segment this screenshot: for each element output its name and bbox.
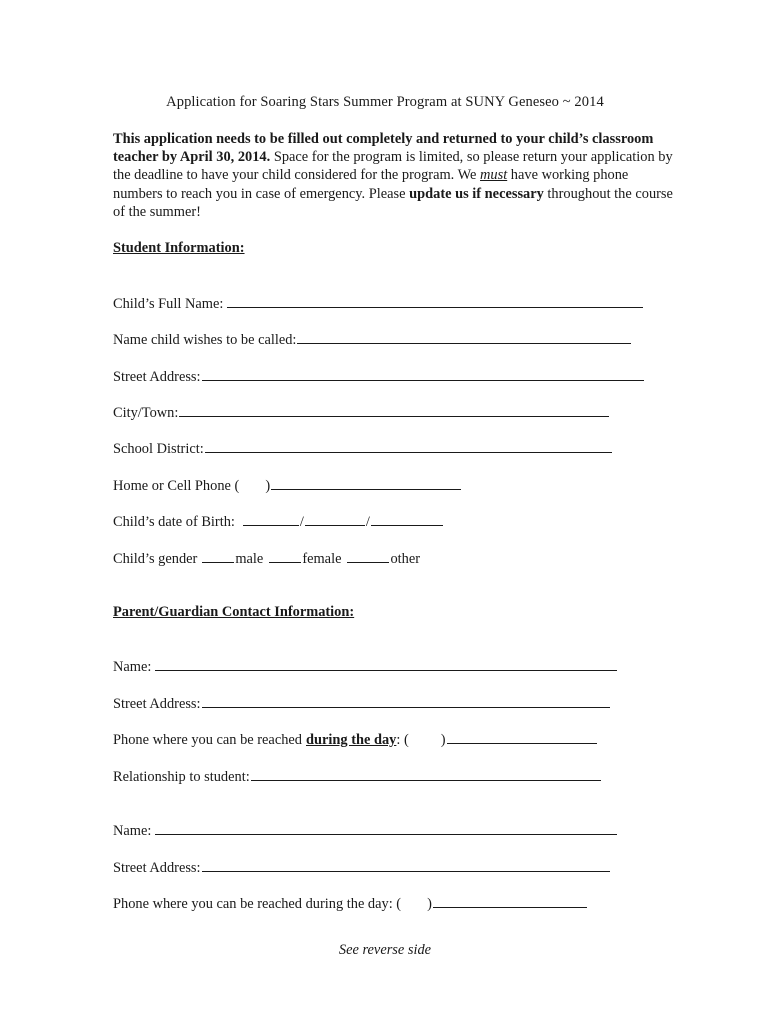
intro-bold-deadline: This application needs to be filled out completely and returned to your child’s classroom teacher by April 30, 2014. [113,131,654,166]
district-row [113,440,613,458]
district-field[interactable] [205,440,612,453]
child-full-name-label: Child’s Full Name: [113,296,224,312]
parent2-street-label: Street Address: [113,860,201,876]
parent-info-heading: Parent/Guardian Contact Information: [113,604,355,620]
dob-row [113,513,444,531]
student-info-heading: Student Information: [113,240,245,256]
relationship-row [113,768,602,786]
parent-street-label: Street Address: [113,696,201,712]
dob-label: Child’s date of Birth: [113,514,235,530]
parent2-street-field[interactable] [202,859,610,872]
parent-name-field[interactable] [155,658,617,671]
relationship-field[interactable] [251,768,601,781]
parent-phone-field[interactable] [447,731,597,744]
parent-phone-close: ) [440,732,446,748]
parent2-phone-field[interactable] [433,895,587,908]
gender-label: Child’s gender [113,551,198,567]
parent2-phone-close: ) [427,896,432,912]
parent-street-field[interactable] [202,695,610,708]
student-street-row [113,368,645,386]
district-label: School District: [113,441,204,457]
nickname-label: Name child wishes to be called: [113,332,297,348]
dob-slash-1: / [299,514,304,530]
dob-month-field[interactable] [243,513,299,526]
city-label: City/Town: [113,405,179,421]
parent-phone-prefix: Phone where you can be reached [113,732,302,748]
parent-phone-bold: during the day [306,732,397,748]
intro-text-3: throughout the course of the summer! [113,185,673,220]
nickname-field[interactable] [297,331,631,344]
student-street-label: Street Address: [113,369,201,385]
gender-female-label: female [302,551,342,567]
intro-must: must [480,167,508,184]
see-reverse-note: See reverse side [338,942,432,958]
dob-slash-2: / [365,514,370,530]
gender-other-field[interactable] [347,550,389,563]
intro-text-2: have working phone numbers to reach you in case of emergency. Please [113,167,629,202]
child-full-name-row [113,295,644,313]
home-phone-field[interactable] [271,477,461,490]
intro-update-bold: update us if necessary [409,185,544,202]
gender-female-field[interactable] [269,550,301,563]
city-field[interactable] [179,404,609,417]
city-row [113,404,610,422]
intro-text-1: Space for the program is limited, so please return your application by the deadline to have your child considered for the program. We [113,149,673,184]
gender-male-label: male [235,551,264,567]
home-phone-row [113,477,462,495]
dob-year-field[interactable] [371,513,443,526]
parent2-phone-row [113,895,588,913]
gender-other-label: other [390,551,421,567]
gender-male-field[interactable] [202,550,234,563]
parent-phone-row [113,731,598,749]
page-title: Application for Soaring Stars Summer Program at SUNY Geneseo ~ 2014 [166,94,604,110]
dob-day-field[interactable] [305,513,365,526]
parent-street-row [113,695,611,713]
home-phone-close: ) [265,478,271,494]
home-phone-label: Home or Cell Phone ( [113,478,240,494]
relationship-label: Relationship to student: [113,769,250,785]
parent-phone-suffix: : ( [396,732,409,748]
parent2-name-row [113,822,618,840]
parent2-street-row [113,859,611,877]
child-full-name-field[interactable] [227,295,643,308]
parent2-phone-label: Phone where you can be reached during the day: ( [113,896,402,912]
student-street-field[interactable] [202,368,644,381]
intro-paragraph [113,130,673,221]
parent2-name-label: Name: [113,823,152,839]
nickname-row [113,331,632,349]
parent2-name-field[interactable] [155,822,617,835]
gender-row [113,550,420,568]
parent-name-row [113,658,618,676]
parent-name-label: Name: [113,659,152,675]
